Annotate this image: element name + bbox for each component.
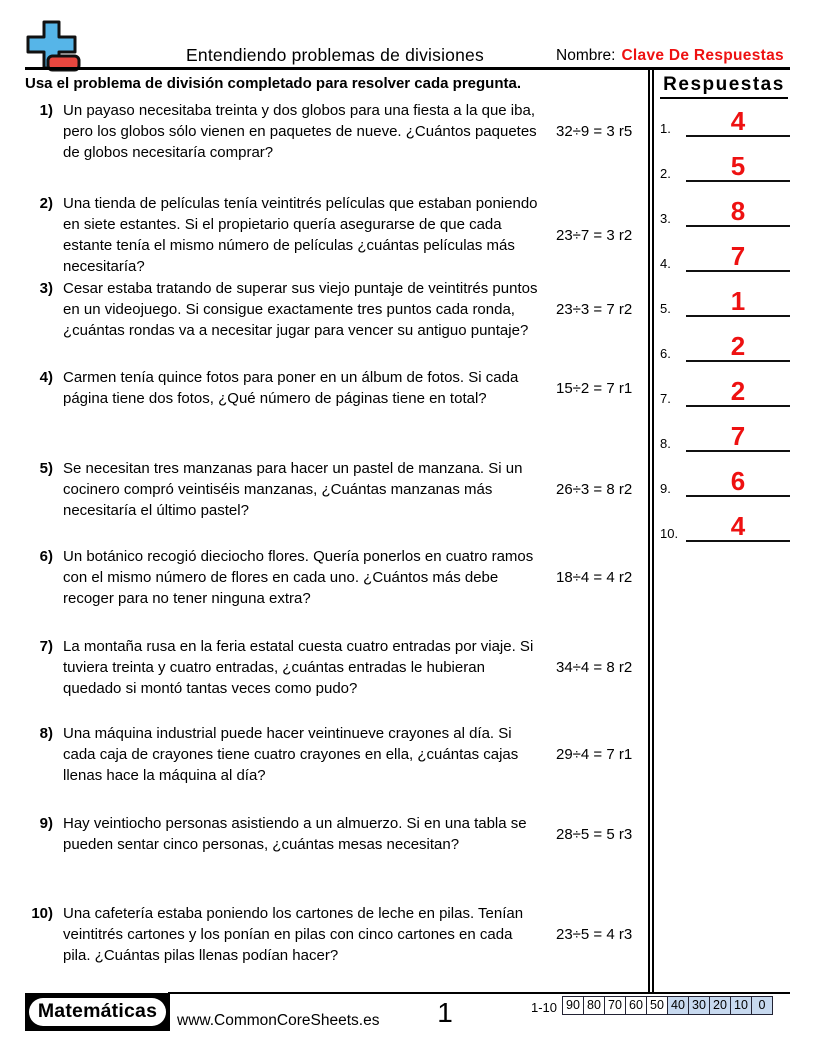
brand-logo xyxy=(25,993,170,1031)
problem-number: 6) xyxy=(39,548,53,565)
answer-number: 6. xyxy=(660,346,671,361)
problem-number: 5) xyxy=(39,460,53,477)
problem-row-2 xyxy=(25,193,637,277)
answer-number: 4. xyxy=(660,256,671,271)
problem-number: 10) xyxy=(31,905,53,922)
score-cell: 20 xyxy=(710,996,731,1015)
problem-row-10 xyxy=(25,903,637,966)
answer-blank xyxy=(686,241,790,272)
brand-name: Matemáticas xyxy=(29,998,166,1026)
score-cell: 50 xyxy=(647,996,668,1015)
problem-text: Un botánico recogió dieciocho flores. Quería ponerlos en cuatro ramos con el mismo número de flores en cada uno. ¿Cuántos más debe recoger para no tener ninguna extra? xyxy=(63,548,534,607)
answer-row-10 xyxy=(660,511,790,542)
answers-title: Respuestas xyxy=(660,74,788,99)
name-value: Clave De Respuestas xyxy=(621,47,784,64)
answer-blank xyxy=(686,196,790,227)
problem-text: Carmen tenía quince fotos para poner en un álbum de fotos. Si cada página tiene dos fotos, ¿Qué número de páginas tiene en total? xyxy=(63,369,519,407)
problem-number: 7) xyxy=(39,638,53,655)
answer-number: 10. xyxy=(660,526,679,541)
score-cell: 60 xyxy=(626,996,647,1015)
problem-text: Un payaso necesitaba treinta y dos globos para una fiesta a la que iba, pero los globos sólo vienen en paquetes de nueve. ¿Cuántos paquetes de globos necesitaría comprar? xyxy=(63,102,537,161)
answer-number: 3. xyxy=(660,211,671,226)
problem-text: Una cafetería estaba poniendo los cartones de leche en pilas. Tenían veintitrés cartones y los ponían en pilas con cinco cartones en cada pila. ¿Cuántas pilas llenas podían hacer? xyxy=(63,905,524,964)
answer-number: 1. xyxy=(660,121,671,136)
answer-blank xyxy=(686,511,790,542)
problem-text: Se necesitan tres manzanas para hacer un pastel de manzana. Si un cocinero compró veintiséis manzanas, ¿Cuántas manzanas más necesitaría el último pastel? xyxy=(63,460,523,519)
answer-value: 5 xyxy=(730,151,746,181)
score-cell: 30 xyxy=(689,996,710,1015)
website-url: www.CommonCoreSheets.es xyxy=(177,1012,380,1029)
problem-equation: 34÷4 = 8 r2 xyxy=(556,659,633,676)
problem-number: 3) xyxy=(39,280,53,297)
problem-number: 9) xyxy=(39,815,53,832)
score-table xyxy=(562,996,773,1015)
answer-number: 7. xyxy=(660,391,671,406)
score-cell: 90 xyxy=(562,996,584,1015)
problem-equation: 29÷4 = 7 r1 xyxy=(556,746,633,763)
problem-equation: 23÷7 = 3 r2 xyxy=(556,226,633,244)
score-cell: 10 xyxy=(731,996,752,1015)
problem-row-6 xyxy=(25,546,637,609)
page-number: 1 xyxy=(437,997,453,1028)
answer-number: 2. xyxy=(660,166,671,181)
answer-number: 5. xyxy=(660,301,671,316)
problem-row-3 xyxy=(25,278,637,341)
problem-equation: 28÷5 = 5 r3 xyxy=(556,825,633,843)
answer-value: 6 xyxy=(730,466,746,496)
answer-value: 2 xyxy=(730,331,746,361)
problem-row-9 xyxy=(25,813,637,855)
problem-row-4 xyxy=(25,367,637,409)
instruction-text: Usa el problema de división completado para resolver cada pregunta. xyxy=(25,75,521,92)
problem-text: Una máquina industrial puede hacer veintinueve crayones al día. Si cada caja de crayones tiene cuatro crayones en ella, ¿cuántas cajas llenas hace la máquina al día? xyxy=(63,725,519,784)
problem-row-7 xyxy=(25,636,637,699)
problem-text: Hay veintiocho personas asistiendo a un almuerzo. Si en una tabla se pueden sentar cinco personas, ¿cuántas mesas necesitan? xyxy=(63,815,527,853)
answer-blank xyxy=(686,466,790,497)
answer-number: 8. xyxy=(660,436,671,451)
footer-divider xyxy=(168,992,790,994)
answer-value: 1 xyxy=(730,286,746,316)
answer-value: 7 xyxy=(730,241,746,271)
problem-text: Una tienda de películas tenía veintitrés películas que estaban poniendo en siete estantes. Si el propietario quería asegurarse de que cada estante tenía el mismo número de películas ¿cuántas películas más necesitaría? xyxy=(63,195,538,275)
answer-blank xyxy=(686,421,790,452)
problem-equation: 26÷3 = 8 r2 xyxy=(556,481,633,498)
answer-row-1 xyxy=(660,106,790,137)
answer-row-4 xyxy=(660,241,790,272)
answer-value: 4 xyxy=(730,511,746,541)
problem-number: 1) xyxy=(39,102,53,119)
answer-row-5 xyxy=(660,286,790,317)
answer-blank xyxy=(686,106,790,137)
answer-value: 4 xyxy=(730,106,746,136)
answer-row-3 xyxy=(660,196,790,227)
problem-equation: 18÷4 = 4 r2 xyxy=(556,569,633,586)
problem-text: La montaña rusa en la feria estatal cuesta cuatro entradas por viaje. Si tuviera treinta y cuatro entradas, ¿cuántas entradas le hubieran quedado si montó tantas veces como pudo? xyxy=(63,638,534,697)
answer-row-6 xyxy=(660,331,790,362)
answer-blank xyxy=(686,376,790,407)
problem-number: 4) xyxy=(39,369,53,386)
answer-value: 7 xyxy=(730,421,746,451)
score-cell: 0 xyxy=(752,996,773,1015)
answer-row-8 xyxy=(660,421,790,452)
answer-blank xyxy=(686,331,790,362)
page-title: Entendiendo problemas de divisiones xyxy=(186,45,484,65)
answer-blank xyxy=(686,151,790,182)
answer-row-7 xyxy=(660,376,790,407)
score-cell: 40 xyxy=(668,996,689,1015)
answer-value: 2 xyxy=(730,376,746,406)
problem-text: Cesar estaba tratando de superar sus viejo puntaje de veintitrés puntos en un videojuego. Si consigue exactamente tres puntos cada ronda, ¿cuántas rondas va a necesitar jugar para vencer su antiguo puntaje? xyxy=(63,280,538,339)
answer-row-2 xyxy=(660,151,790,182)
problem-equation: 23÷5 = 4 r3 xyxy=(556,926,633,943)
problem-row-8 xyxy=(25,723,637,786)
answer-row-9 xyxy=(660,466,790,497)
answers-panel xyxy=(648,70,794,993)
name-row xyxy=(556,47,784,65)
answer-blank xyxy=(686,286,790,317)
score-cell: 70 xyxy=(605,996,626,1015)
problem-equation: 23÷3 = 7 r2 xyxy=(556,301,633,318)
problem-row-1 xyxy=(25,100,637,163)
name-label: Nombre: xyxy=(556,47,616,64)
problem-equation: 32÷9 = 3 r5 xyxy=(556,123,633,140)
answer-number: 9. xyxy=(660,481,671,496)
problem-number: 2) xyxy=(39,195,53,212)
problem-equation: 15÷2 = 7 r1 xyxy=(556,379,633,397)
score-range-label: 1-10 xyxy=(531,1000,558,1015)
score-cell: 80 xyxy=(584,996,605,1015)
problem-row-5 xyxy=(25,458,637,521)
problem-number: 8) xyxy=(39,725,53,742)
answer-value: 8 xyxy=(730,196,746,226)
